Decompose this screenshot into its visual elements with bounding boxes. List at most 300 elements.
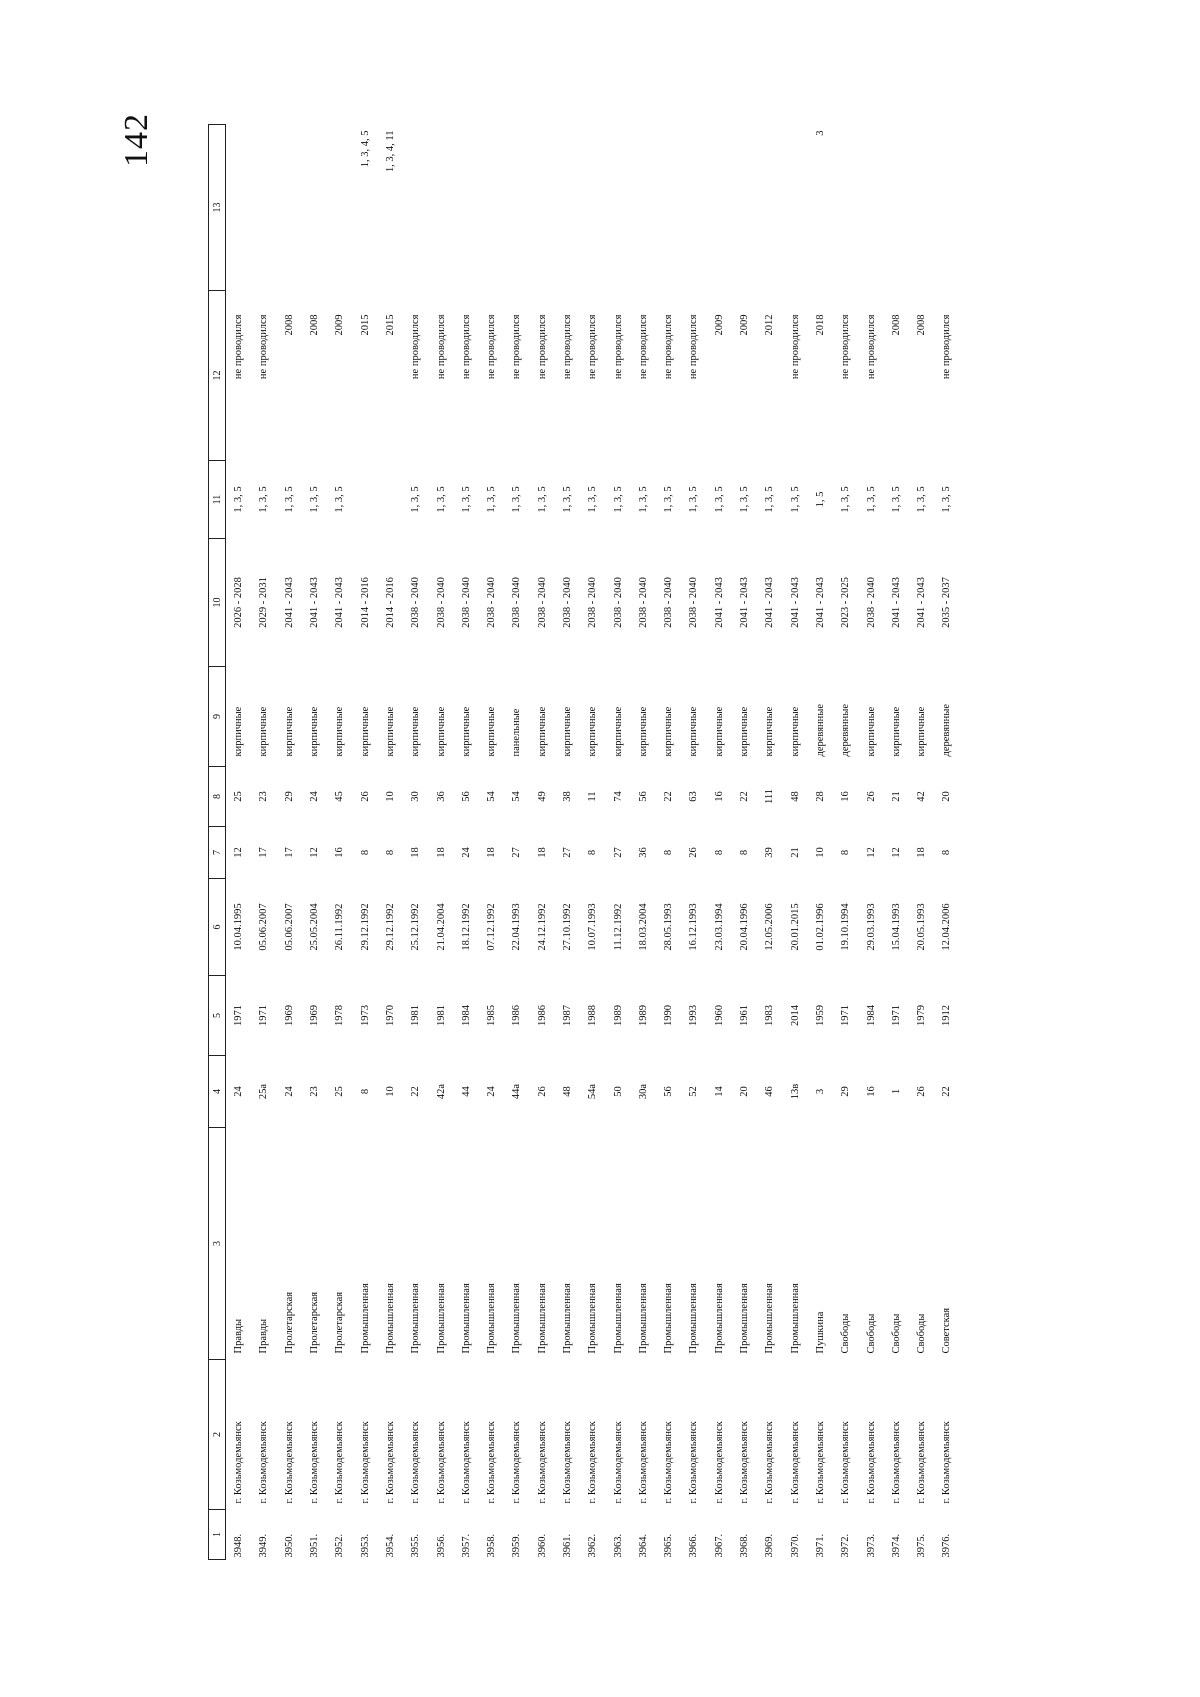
row-house: 48 [562,1086,573,1097]
table-row [631,125,656,1560]
row-works: 1, 3, 5 [258,486,270,513]
row-date: 21.04.2004 [435,903,447,951]
row-wall-material: кирпичные [713,706,725,757]
row-repair-period: 2041 - 2043 [334,577,346,628]
row-city: г. Козьмодемьянск [612,1421,624,1504]
column-header: 1 [209,1510,226,1560]
row-date: 12.04.2006 [941,903,953,951]
row-repair-period: 2038 - 2040 [460,577,472,628]
row-street: Промышленная [486,1283,498,1354]
row-floors: 12 [890,847,902,858]
row-date: 22.04.1993 [511,903,523,951]
table-row [833,125,858,1560]
row-repair-period: 2041 - 2043 [814,577,826,628]
row-number: 3971. [814,1533,826,1558]
row-house: 25 [334,1086,346,1097]
row-repair-period: 2038 - 2040 [587,577,599,628]
row-date: 20.01.2015 [789,903,801,951]
row-wall-material: кирпичные [334,706,346,757]
row-floors: 17 [258,847,270,858]
row-date: 12.05.2006 [764,903,776,951]
row-wall-material: кирпичные [410,706,422,757]
row-number: 3954. [384,1533,396,1558]
row-repair-period: 2023 - 2025 [840,577,852,628]
row-last-repair: не проводился [612,314,624,380]
row-apartments: 10 [384,791,396,802]
row-street: Свободы [890,1313,902,1354]
row-works: 1, 3, 5 [764,486,776,513]
row-works-extra [403,125,428,291]
row-city: г. Козьмодемьянск [486,1421,498,1504]
row-works: 1, 3, 5 [941,486,953,513]
row-works-extra [631,125,656,291]
table-row [858,125,883,1560]
row-works-extra: 1, 3, 4, 5 [359,130,371,168]
row-works: 1, 3, 5 [334,486,346,513]
row-wall-material: кирпичные [435,706,447,757]
row-street: Свободы [865,1313,877,1354]
row-street: Промышленная [637,1283,649,1354]
row-number: 3967. [713,1533,725,1558]
row-number: 3948. [233,1533,245,1558]
row-city: г. Козьмодемьянск [840,1421,852,1504]
row-number: 3950. [283,1533,295,1558]
row-works-extra [656,125,681,291]
row-floors: 18 [916,847,928,858]
row-city: г. Козьмодемьянск [384,1421,396,1504]
row-repair-period: 2041 - 2043 [309,577,321,628]
row-repair-period: 2041 - 2043 [283,577,295,628]
row-repair-period: 2029 - 2031 [258,577,270,628]
row-last-repair: не проводился [486,314,498,380]
row-works-extra: 1, 3, 4, 11 [384,130,396,173]
table-row [479,125,504,1560]
row-apartments: 25 [233,791,245,802]
column-header: 2 [209,1360,226,1510]
row-repair-period: 2038 - 2040 [511,577,523,628]
row-last-repair: не проводился [460,314,472,380]
row-floors: 36 [637,847,649,858]
row-city: г. Козьмодемьянск [814,1421,826,1504]
row-works: 1, 5 [814,491,826,508]
row-apartments: 26 [359,791,371,802]
row-works-extra [605,125,630,291]
row-last-repair: 2008 [890,314,902,336]
row-wall-material: кирпичные [789,706,801,757]
row-repair-period: 2038 - 2040 [612,577,624,628]
row-date: 19.10.1994 [840,903,852,951]
table-row [707,125,732,1560]
row-wall-material: деревянные [814,703,826,757]
row-floors: 16 [334,847,346,858]
row-works: 1, 3, 5 [713,486,725,513]
row-city: г. Козьмодемьянск [688,1421,700,1504]
row-year-built: 1971 [890,1005,902,1026]
row-wall-material: кирпичные [637,706,649,757]
row-year-built: 1970 [384,1005,396,1026]
housing-table [208,124,960,1560]
row-wall-material: кирпичные [688,706,700,757]
row-wall-material: кирпичные [258,706,270,757]
row-repair-period: 2038 - 2040 [663,577,675,628]
row-city: г. Козьмодемьянск [536,1421,548,1504]
row-number: 3974. [890,1533,902,1558]
row-works-extra [909,125,934,291]
row-date: 20.04.1996 [739,903,751,951]
row-number: 3972. [840,1533,852,1558]
row-works-extra [428,125,453,291]
row-city: г. Козьмодемьянск [562,1421,573,1504]
row-apartments: 49 [536,791,548,802]
row-apartments: 22 [663,791,675,802]
row-apartments: 56 [637,791,649,802]
row-apartments: 54 [486,791,498,802]
row-apartments: 21 [890,791,902,802]
row-works-extra: 3 [814,130,826,136]
row-year-built: 1981 [410,1005,422,1026]
row-apartments: 23 [258,791,270,802]
row-floors: 8 [713,849,725,856]
row-works [352,461,377,539]
column-header: 13 [209,125,226,291]
row-date: 01.02.1996 [814,903,826,951]
row-number: 3964. [637,1533,649,1558]
row-city: г. Козьмодемьянск [334,1421,346,1504]
row-house: 24 [486,1086,498,1097]
row-city: г. Козьмодемьянск [713,1421,725,1504]
row-number: 3949. [258,1533,270,1558]
row-date: 25.12.1992 [410,903,422,951]
table-row [378,125,403,1560]
row-wall-material: деревянные [840,703,852,757]
row-works-extra [707,125,732,291]
row-date: 25.05.2004 [309,903,321,951]
row-number: 3965. [663,1533,675,1558]
row-year-built: 1960 [713,1005,725,1026]
row-works-extra [504,125,529,291]
row-apartments: 20 [941,791,953,802]
row-street: Пролетарская [334,1291,346,1354]
row-works-extra [555,125,580,291]
row-floors: 8 [587,849,599,856]
row-street: Промышленная [435,1283,447,1354]
row-date: 05.06.2007 [283,903,295,951]
row-works: 1, 3, 5 [890,486,902,513]
page-number: 142 [118,113,155,167]
row-city: г. Козьмодемьянск [865,1421,877,1504]
row-number: 3958. [486,1533,498,1558]
row-city: г. Козьмодемьянск [663,1421,675,1504]
row-wall-material: панельные [511,708,523,757]
row-works-extra [732,125,757,291]
table-row [302,125,327,1560]
row-floors: 8 [941,849,953,856]
row-number: 3952. [334,1533,346,1558]
row-repair-period: 2026 - 2028 [233,577,245,628]
row-date: 28.05.1993 [663,903,675,951]
row-last-repair: 2012 [764,314,776,336]
row-floors: 8 [384,849,396,856]
row-works: 1, 3, 5 [739,486,751,513]
row-works: 1, 3, 5 [283,486,295,513]
row-last-repair: 2015 [384,314,396,336]
row-last-repair: не проводился [840,314,852,380]
row-repair-period: 2038 - 2040 [637,577,649,628]
row-street: Промышленная [739,1283,751,1354]
header-row [209,125,226,1560]
row-year-built: 1984 [865,1005,877,1026]
row-street: Промышленная [460,1283,472,1354]
row-last-repair: не проводился [233,314,245,380]
row-wall-material: кирпичные [739,706,751,757]
row-apartments: 74 [612,791,624,802]
row-year-built: 2014 [789,1005,801,1026]
row-wall-material: кирпичные [663,706,675,757]
row-year-built: 1989 [612,1005,624,1026]
row-last-repair: не проводился [562,314,573,380]
row-date: 15.04.1993 [890,903,902,951]
row-city: г. Козьмодемьянск [637,1421,649,1504]
row-repair-period: 2035 - 2037 [941,577,953,628]
row-street: Промышленная [688,1283,700,1354]
row-year-built: 1984 [460,1005,472,1026]
row-works: 1, 3, 5 [486,486,498,513]
row-city: г. Козьмодемьянск [789,1421,801,1504]
row-number: 3957. [460,1533,472,1558]
table-body [226,125,960,1560]
row-street: Свободы [840,1313,852,1354]
row-year-built: 1969 [283,1005,295,1026]
row-works: 1, 3, 5 [435,486,447,513]
row-last-repair: не проводился [410,314,422,380]
row-apartments: 16 [840,791,852,802]
row-house: 26 [536,1086,548,1097]
row-apartments: 45 [334,791,346,802]
row-street: Промышленная [511,1283,523,1354]
row-number: 3960. [536,1533,548,1558]
row-house: 52 [688,1086,700,1097]
row-house: 1 [890,1088,902,1095]
row-house: 46 [764,1086,776,1097]
row-wall-material: кирпичные [587,706,599,757]
row-number: 3968. [739,1533,751,1558]
table-row [732,125,757,1560]
row-street: Пролетарская [309,1291,321,1354]
row-number: 3966. [688,1533,700,1558]
row-apartments: 36 [435,791,447,802]
table-row [251,125,276,1560]
row-year-built: 1981 [435,1005,447,1026]
row-number: 3975. [916,1533,928,1558]
row-works: 1, 3, 5 [460,486,472,513]
row-apartments: 29 [283,791,295,802]
row-works [378,461,403,539]
row-number: 3955. [410,1533,422,1558]
row-city: г. Козьмодемьянск [511,1421,523,1504]
row-works-extra [681,125,706,291]
row-house: 23 [309,1086,321,1097]
row-date: 10.04.1995 [233,903,245,951]
row-street: Промышленная [359,1283,371,1354]
column-header: 12 [209,291,226,461]
row-apartments: 111 [764,789,776,804]
row-works: 1, 3, 5 [688,486,700,513]
rotated-table [208,125,953,1560]
row-repair-period: 2041 - 2043 [890,577,902,628]
row-floors: 8 [739,849,751,856]
row-works-extra [934,125,959,291]
row-house: 10 [384,1086,396,1097]
row-last-repair: не проводился [941,314,953,380]
row-apartments: 26 [865,791,877,802]
row-house: 29 [840,1086,852,1097]
row-works-extra [226,125,252,291]
row-city: г. Козьмодемьянск [890,1421,902,1504]
row-house: 14 [713,1086,725,1097]
row-date: 29.12.1992 [359,903,371,951]
row-year-built: 1979 [916,1005,928,1026]
row-street: Промышленная [663,1283,675,1354]
row-year-built: 1988 [587,1005,599,1026]
row-year-built: 1959 [814,1005,826,1026]
row-last-repair: 2009 [713,314,725,336]
column-header: 7 [209,827,226,879]
row-apartments: 30 [410,791,422,802]
row-year-built: 1989 [637,1005,649,1026]
row-floors: 8 [359,849,371,856]
row-year-built: 1961 [739,1005,751,1026]
row-repair-period: 2038 - 2040 [865,577,877,628]
row-works: 1, 3, 5 [562,486,573,513]
row-city: г. Козьмодемьянск [233,1421,245,1504]
row-number: 3973. [865,1533,877,1558]
row-floors: 27 [562,847,573,858]
row-wall-material: кирпичные [283,706,295,757]
table-row [681,125,706,1560]
row-works-extra [277,125,302,291]
row-floors: 24 [460,847,472,858]
row-floors: 18 [435,847,447,858]
row-number: 3956. [435,1533,447,1558]
row-year-built: 1969 [309,1005,321,1026]
table-row [656,125,681,1560]
row-works-extra [530,125,555,291]
row-wall-material: деревянные [941,703,953,757]
row-works-extra [479,125,504,291]
row-last-repair: не проводился [511,314,523,380]
row-city: г. Козьмодемьянск [460,1421,472,1504]
row-street: Пушкина [814,1311,826,1354]
row-number: 3953. [359,1533,371,1558]
row-last-repair: не проводился [688,314,700,380]
row-repair-period: 2014 - 2016 [359,577,371,628]
row-repair-period: 2038 - 2040 [435,577,447,628]
row-street: Промышленная [536,1283,548,1354]
row-wall-material: кирпичные [536,706,548,757]
table-row [783,125,808,1560]
column-header: 6 [209,879,226,976]
row-street: Пролетарская [283,1291,295,1354]
row-wall-material: кирпичные [309,706,321,757]
row-house: 20 [739,1086,751,1097]
row-wall-material: кирпичные [460,706,472,757]
row-year-built: 1971 [258,1005,270,1026]
row-floors: 39 [764,847,776,858]
row-number: 3951. [309,1533,321,1558]
row-street: Промышленная [562,1283,573,1354]
row-number: 3969. [764,1533,776,1558]
row-apartments: 28 [814,791,826,802]
row-apartments: 22 [739,791,751,802]
row-last-repair: 2015 [359,314,371,336]
row-wall-material: кирпичные [359,706,371,757]
table-row [504,125,529,1560]
row-wall-material: кирпичные [916,706,928,757]
row-last-repair: 2008 [309,314,321,336]
row-last-repair: не проводился [258,314,270,380]
row-date: 26.11.1992 [334,903,346,951]
row-works-extra [884,125,909,291]
row-wall-material: кирпичные [486,706,498,757]
row-city: г. Козьмодемьянск [410,1421,422,1504]
row-street: Промышленная [612,1283,624,1354]
row-works-extra [454,125,479,291]
row-floors: 18 [536,847,548,858]
row-repair-period: 2041 - 2043 [764,577,776,628]
row-street: Свободы [916,1313,928,1354]
row-street: Промышленная [384,1283,396,1354]
table-row [327,125,352,1560]
row-year-built: 1987 [562,1005,573,1026]
row-floors: 27 [511,847,523,858]
row-year-built: 1993 [688,1005,700,1026]
row-year-built: 1986 [536,1005,548,1026]
row-house: 24 [233,1086,245,1097]
table-row [757,125,782,1560]
row-works: 1, 3, 5 [612,486,624,513]
row-works-extra [580,125,605,291]
row-year-built: 1983 [764,1005,776,1026]
row-wall-material: кирпичные [384,706,396,757]
row-year-built: 1971 [233,1005,245,1026]
row-last-repair: не проводился [587,314,599,380]
row-works: 1, 3, 5 [309,486,321,513]
row-date: 10.07.1993 [587,903,599,951]
row-date: 11.12.1992 [612,903,624,951]
row-floors: 12 [233,847,245,858]
row-date: 29.12.1992 [384,903,396,951]
row-street: Правды [258,1318,270,1354]
column-header: 5 [209,976,226,1056]
row-street: Промышленная [764,1283,776,1354]
row-repair-period: 2038 - 2040 [486,577,498,628]
row-last-repair: 2009 [739,314,751,336]
table-row [934,125,959,1560]
row-date: 23.03.1994 [713,903,725,951]
row-year-built: 1978 [334,1005,346,1026]
row-last-repair: 2008 [283,314,295,336]
row-house: 26 [916,1086,928,1097]
table-row [909,125,934,1560]
row-repair-period: 2041 - 2043 [789,577,801,628]
row-works-extra [302,125,327,291]
row-last-repair: 2018 [814,314,826,336]
row-repair-period: 2038 - 2040 [410,577,422,628]
table-container [208,125,953,1560]
row-floors: 10 [814,847,826,858]
row-floors: 12 [309,847,321,858]
row-date: 27.10.1992 [562,903,573,951]
